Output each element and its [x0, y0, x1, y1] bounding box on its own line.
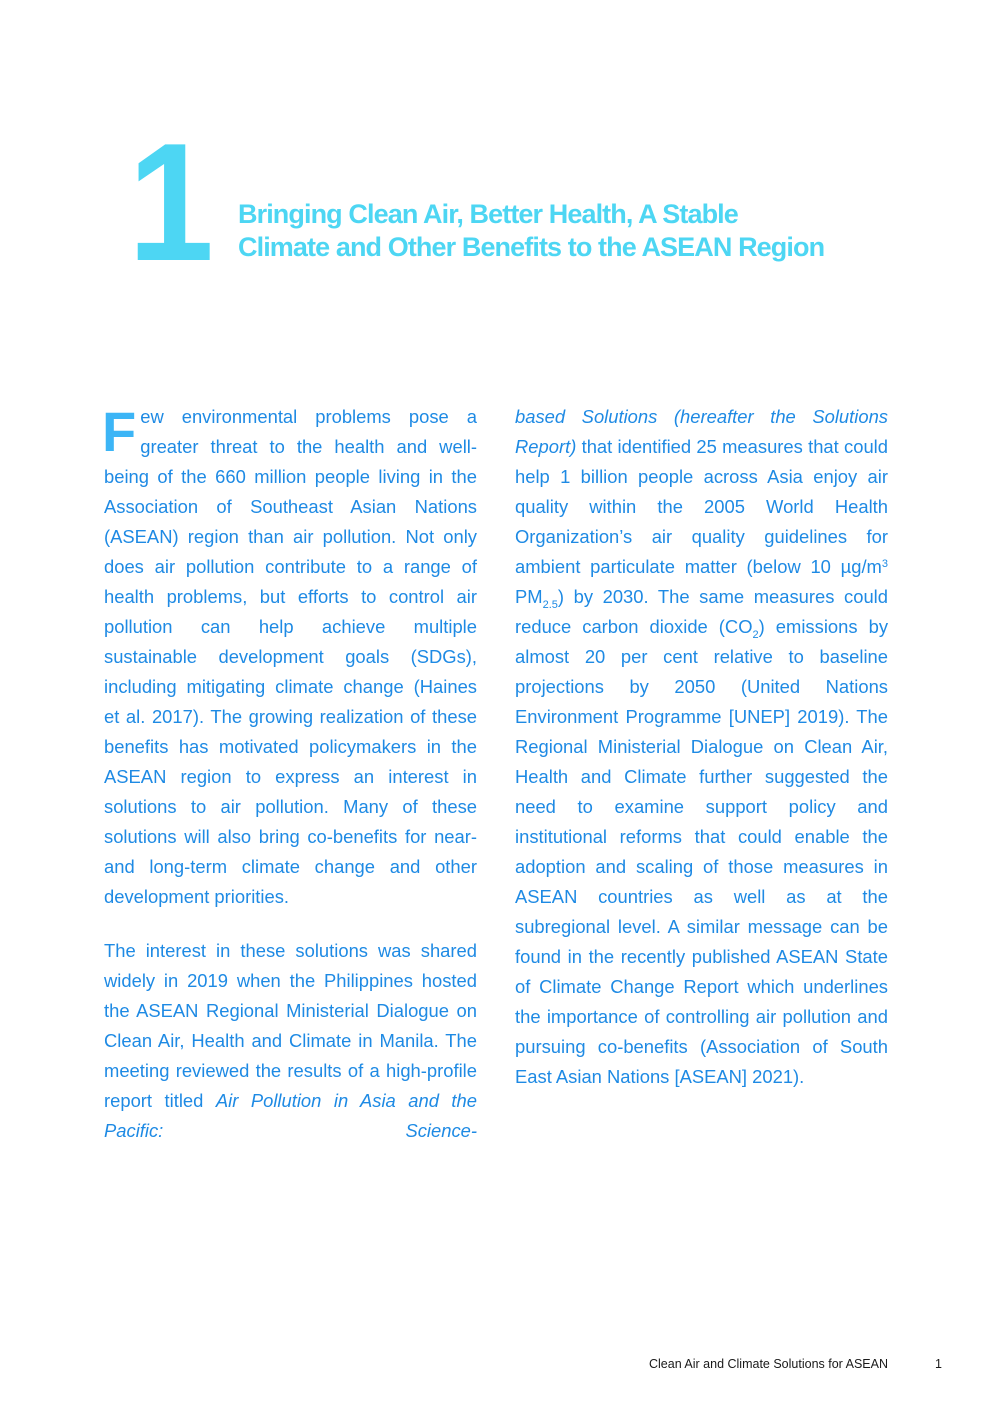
- p2-text-d: ) by 2030. The same measures could reduce carbon dioxide (CO: [515, 586, 888, 637]
- p2-sub-2: 2: [752, 629, 759, 641]
- paragraph-1-text: ew environmental problems pose a greater threat to the health and well-being of the 660 million people living in the Association of Southeast Asian Nations (ASEAN) region than air pollution. Not only does air pollution contribute to a range of health problems, but efforts to control air pollution can help achieve multiple sustainable development goals (SDGs), including mitigating climate change (Haines et al. 2017). The growing realization of these benefits has motivated policymakers in the ASEAN region to express an interest in solutions to air pollution. Many of these solutions will also bring co-benefits for near- and long-term climate change and other development priorities.: [104, 406, 477, 907]
- p2-text-c: PM: [515, 586, 543, 607]
- chapter-title-line-2: Climate and Other Benefits to the ASEAN Region: [238, 232, 825, 262]
- chapter-title: [238, 198, 918, 264]
- p2-sup-3: 3: [881, 558, 888, 570]
- body-column-right: [515, 402, 888, 1092]
- p2-text-e: ) emissions by almost 20 per cent relative to baseline projections by 2050 (United Nations Environment Programme [UNEP] 2019). The Regional Ministerial Dialogue on Clean Air, Health and Climate further suggested the need to examine support policy and institutional reforms that could enable the adoption and scaling of those measures in ASEAN countries as well as at the subregional level. A similar message can be found in the recently published ASEAN State of Climate Change Report which underlines the importance of controlling air pollution and pursuing co-benefits (Association of South East Asian Nations [ASEAN] 2021).: [515, 616, 889, 1087]
- paragraph-2-start: [104, 936, 477, 1146]
- paragraph-2-continued: [515, 402, 888, 1092]
- chapter-title-line-1: Bringing Clean Air, Better Health, A Stable: [238, 199, 738, 229]
- chapter-number: 1: [128, 108, 209, 296]
- footer-title: Clean Air and Climate Solutions for ASEAN: [648, 1357, 888, 1371]
- p2-italic-a: based Solutions (hereafter the Solutions Report): [515, 406, 888, 457]
- body-column-left: [104, 402, 477, 1146]
- drop-cap: F: [102, 400, 137, 463]
- p2-text-b: that identified 25 measures that could help 1 billion people across Asia enjoy air quality within the 2005 World Health Organization’s air quality guidelines for ambient particulate matter (below 10 µg/m: [515, 436, 888, 577]
- p2-sub-25: 2.5: [542, 599, 558, 611]
- p2-text-a: The interest in these solutions was shared widely in 2019 when the Philippines hosted the ASEAN Regional Ministerial Dialogue on Clean Air, Health and Climate in Manila. The meeting reviewed the results of a high-profile report titled: [104, 940, 477, 1111]
- page-number: 1: [935, 1357, 942, 1371]
- paragraph-1: [104, 402, 477, 912]
- p2-italic-a-part1: Air Pollution in Asia and the Pacific: Science-: [104, 1090, 477, 1141]
